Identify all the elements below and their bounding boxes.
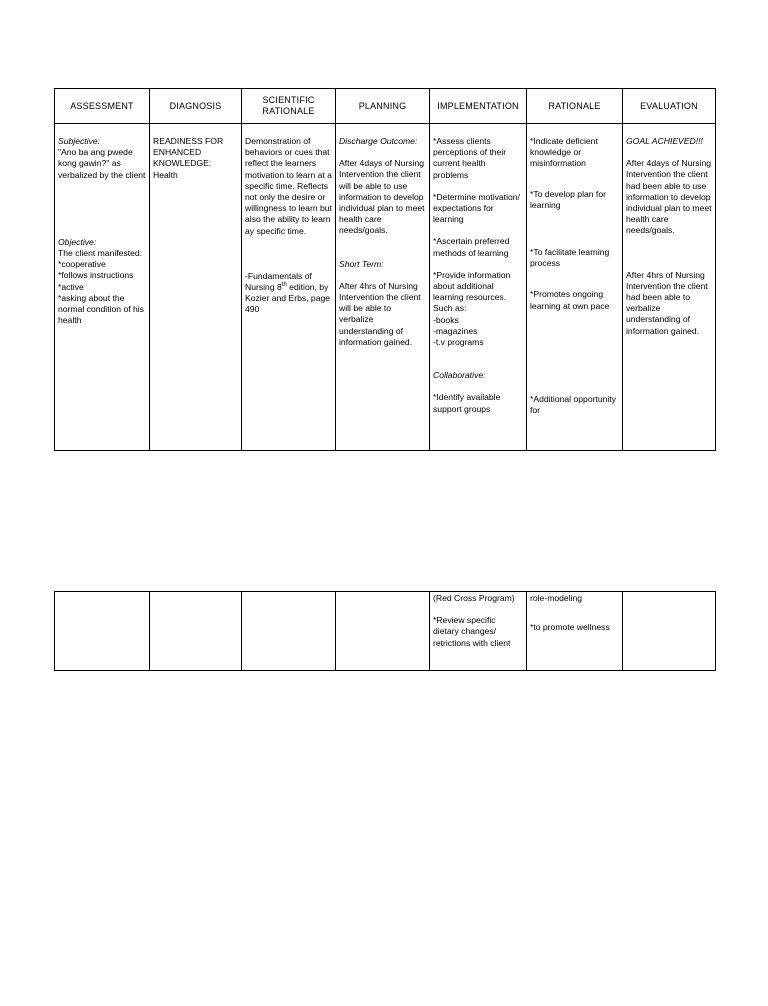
- scientific-rationale-text: Demonstration of behaviors or cues that reflect the learners motivation to learn at a specific time. Reflects not only the desire or willingness to learn but also the ability to learn ay specific time.: [245, 136, 332, 236]
- rationale-cell: [527, 124, 623, 451]
- rationale-continued: role-modeling: [530, 593, 583, 603]
- assessment-item: *asking about the normal condition of his health: [58, 292, 144, 326]
- scientific-rationale-cell: [242, 124, 336, 451]
- evaluation-cell: [623, 592, 716, 671]
- header-row: [55, 89, 716, 124]
- implementation-item: *Identify available support groups: [433, 392, 501, 414]
- objective-text: The client manifested:: [58, 248, 143, 259]
- evaluation-cell: [623, 124, 716, 451]
- rationale-item: *Indicate deficient knowledge or misinformation: [530, 136, 598, 169]
- collaborative-label: Collaborative:: [433, 370, 486, 381]
- header-evaluation: EVALUATION: [623, 89, 716, 124]
- assessment-item: *follows instructions: [58, 270, 134, 281]
- implementation-continued: (Red Cross Program): [433, 593, 515, 603]
- planning-cell: [336, 592, 430, 671]
- diagnosis-cell: [150, 124, 242, 451]
- discharge-outcome-text: After 4days of Nursing Intervention the client will be able to use information to develop individual plan to meet health care needs/goals.: [339, 158, 425, 236]
- short-term-label: Short Term:: [339, 258, 384, 269]
- assessment-item: *cooperative: [58, 259, 106, 270]
- header-diagnosis: DIAGNOSIS: [150, 89, 242, 124]
- header-scientific-rationale: SCIENTIFIC RATIONALE: [242, 89, 336, 124]
- reference-text: [245, 271, 332, 316]
- implementation-item: *Determine motivation/ expectations for learning: [433, 191, 520, 225]
- header-assessment: ASSESSMENT: [55, 89, 150, 124]
- implementation-cell: [430, 592, 527, 671]
- resource-item: -magazines: [433, 325, 478, 336]
- assessment-cell: [55, 124, 150, 451]
- discharge-outcome-label: Discharge Outcome:: [339, 136, 418, 146]
- evaluation-text: After 4hrs of Nursing Intervention the client had been able to verbalize understanding of information gained.: [626, 269, 708, 336]
- resource-item: -books: [433, 314, 459, 325]
- goal-achieved: GOAL ACHIEVED!!!: [626, 136, 703, 146]
- reference-superscript: th: [281, 282, 287, 289]
- rationale-cell: [527, 592, 623, 671]
- subjective-label: Subjective:: [58, 136, 101, 146]
- nursing-care-plan-continued-table: [54, 591, 716, 671]
- implementation-item: *Ascertain preferred methods of learning: [433, 236, 510, 258]
- scientific-rationale-cell: [242, 592, 336, 671]
- implementation-cell: [430, 124, 527, 451]
- diagnosis-text: READINESS FOR ENHANCED KNOWLEDGE: Health: [153, 136, 224, 180]
- assessment-item: *active: [58, 281, 84, 292]
- rationale-item: *Additional opportunity for: [530, 393, 616, 416]
- header-planning: PLANNING: [336, 89, 430, 124]
- implementation-item: *Review specific dietary changes/ retrictions with client: [433, 615, 511, 648]
- subjective-text: "Ano ba ang pwede kong gawin?" as verbalized by the client: [58, 147, 146, 180]
- resource-item: -t.v programs: [433, 337, 484, 348]
- table-row: [55, 124, 716, 451]
- reference-pre: -Fundamentals of Nursing 8: [245, 270, 312, 293]
- table-row: [55, 592, 716, 671]
- rationale-item: *To facilitate learning process: [530, 247, 610, 269]
- assessment-cell: [55, 592, 150, 671]
- nursing-care-plan-table: [54, 88, 716, 451]
- header-implementation: IMPLEMENTATION: [430, 89, 527, 124]
- evaluation-text: After 4days of Nursing Intervention the client had been able to use information to develop individual plan to meet health care needs/goals.: [626, 158, 712, 236]
- implementation-item: *Assess clients perceptions of their current health problems: [433, 136, 507, 180]
- rationale-item: *To develop plan for learning: [530, 188, 606, 210]
- header-rationale: RATIONALE: [527, 89, 623, 124]
- rationale-item: *Promotes ongoing learning at own pace: [530, 289, 610, 311]
- rationale-item: *to promote wellness: [530, 622, 610, 633]
- implementation-item: *Provide information about additional learning resources. Such as:: [433, 269, 511, 314]
- objective-label: Objective:: [58, 236, 97, 247]
- planning-cell: [336, 124, 430, 451]
- short-term-text: After 4hrs of Nursing Intervention the client will be able to verbalize understanding of information gained.: [339, 280, 421, 347]
- reference-post: edition, by Kozier and Erbs, page 490: [245, 282, 331, 315]
- diagnosis-cell: [150, 592, 242, 671]
